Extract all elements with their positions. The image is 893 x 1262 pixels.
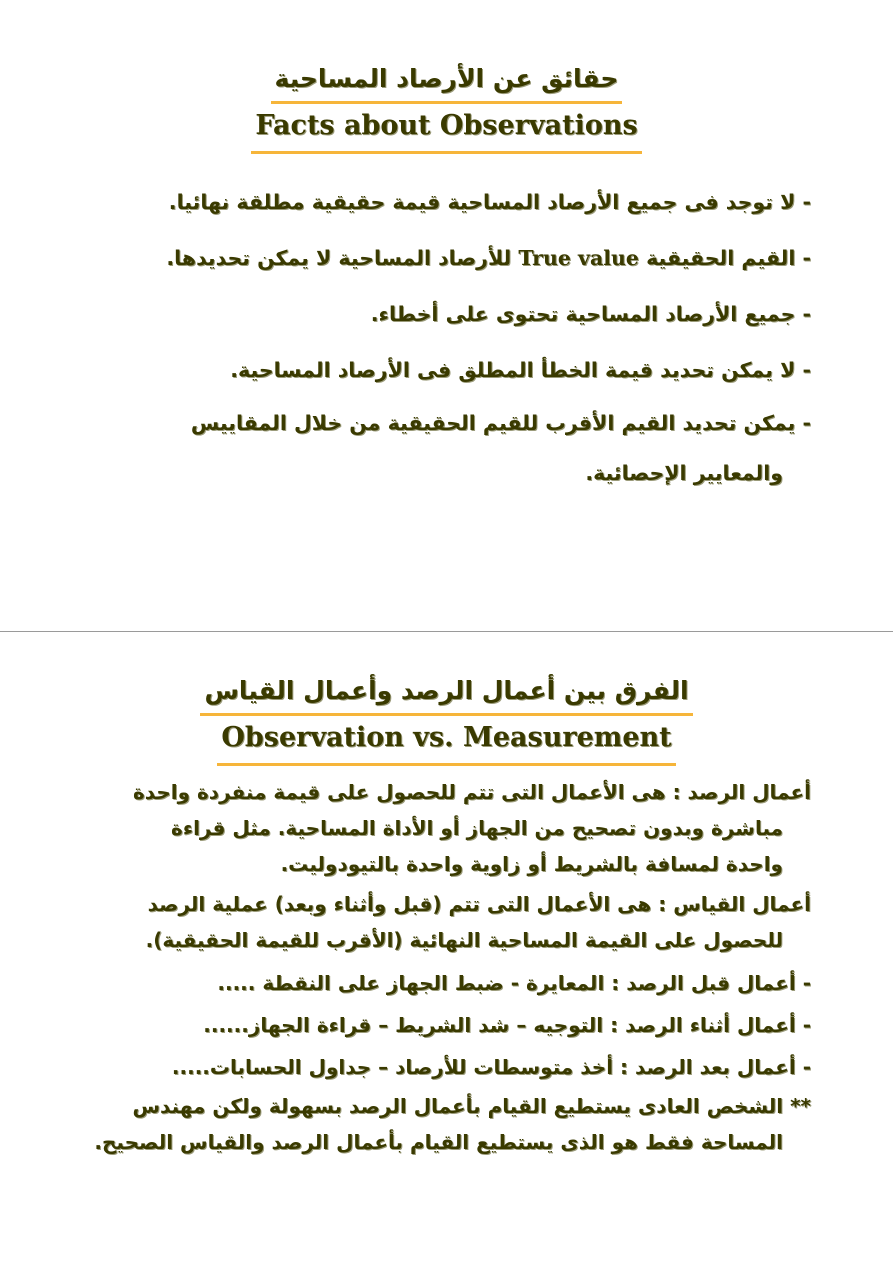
observation-vs-measurement-section	[0, 672, 893, 1164]
observation-definition: أعمال الرصد : هى الأعمال التى تتم للحصول على قيمة منفردة واحدة مباشرة وبدون تصحيح من الجهاز أو الأداة المساحية. مثل قراءة واحدة لمسافة بالشريط أو زاوية واحدة بالتيودوليت.	[132, 780, 811, 876]
measurement-definition: أعمال القياس : هى الأعمال التى تتم (قبل وأثناء وبعد) عملية الرصد للحصول على القيمة المساحية النهائية (الأقرب للقيمة الحقيقية).	[145, 892, 811, 952]
facts-list	[0, 174, 893, 498]
list-item: - يمكن تحديد القيم الأقرب للقيم الحقيقية من خلال المقاييس والمعايير الإحصائية.	[190, 411, 811, 485]
list-item: - لا توجد فى جميع الأرصاد المساحية قيمة حقيقية مطلقة نهائيا.	[168, 190, 811, 214]
list-item: - لا يمكن تحديد قيمة الخطأ المطلق فى الأرصاد المساحية.	[230, 358, 811, 382]
before-observation-item: - أعمال قبل الرصد : المعايرة - ضبط الجهاز على النقطة .....	[217, 971, 811, 995]
during-observation-item: - أعمال أثناء الرصد : التوجيه – شد الشريط – قراءة الجهاز......	[203, 1013, 811, 1037]
page-divider	[0, 631, 893, 632]
facts-title-english: Facts about Observations	[0, 104, 893, 154]
after-observation-item: - أعمال بعد الرصد : أخذ متوسطات للأرصاد – جداول الحسابات.....	[171, 1055, 811, 1079]
facts-title-arabic: حقائق عن الأرصاد المساحية	[0, 60, 893, 104]
list-item: - القيم الحقيقية True value للأرصاد المساحية لا يمكن تحديدها.	[166, 246, 811, 270]
facts-section	[0, 60, 893, 498]
list-item: - جميع الأرصاد المساحية تحتوى على أخطاء.	[370, 302, 811, 326]
note-item: ** الشخص العادى يستطيع القيام بأعمال الرصد بسهولة ولكن مهندس المساحة فقط هو الذى يستطيع القيام بأعمال الرصد والقياس الصحيح.	[94, 1094, 811, 1154]
comparison-list	[0, 774, 893, 1160]
comparison-title-arabic: الفرق بين أعمال الرصد وأعمال القياس	[0, 672, 893, 716]
comparison-title-english: Observation vs. Measurement	[0, 716, 893, 766]
